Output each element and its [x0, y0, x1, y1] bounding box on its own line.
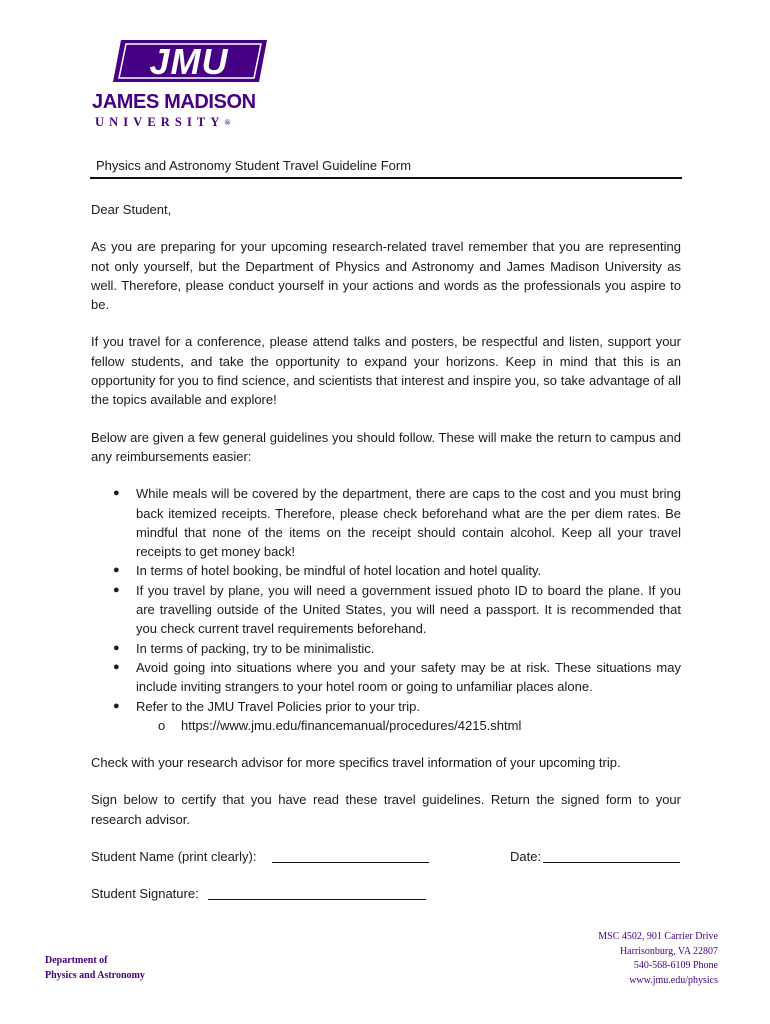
policy-link-item — [136, 716, 681, 735]
guideline-item: ● Avoid going into situations where you and your safety may be at risk. These situations may include inviting strangers to your hotel room or going to unfamiliar places alone. — [113, 659, 681, 695]
footer-dept-line2: Physics and Astronomy — [45, 970, 145, 981]
logo-university-text — [95, 115, 230, 130]
guideline-item: ● Refer to the JMU Travel Policies prior to your trip. o https://www.jmu.edu/financemanual/procedures/4215.shtml — [91, 697, 681, 736]
guideline-item: ● While meals will be covered by the department, there are caps to the cost and you must bring back itemized receipts. Therefore, please check beforehand what are the per diem rates. Be mindful that none of the items on the receipt should contain alcohol. Keep all your travel receipts to get money back! — [113, 486, 681, 560]
form-title: Physics and Astronomy Student Travel Guideline Form — [96, 158, 412, 173]
guidelines-list — [91, 484, 681, 735]
intro-paragraph: As you are preparing for your upcoming research-related travel remember that you are representing not only yourself, but the Department of Physics and Astronomy and James Madison University as well. Therefore, please conduct yourself in your actions and words as the professionals you aspire to be. — [91, 239, 681, 313]
footer-address — [598, 930, 718, 988]
footer-website-link[interactable]: www.jmu.edu/physics — [629, 974, 718, 986]
guideline-item: ● If you travel by plane, you will need a government issued photo ID to board the plane. If you are travelling outside of the United States, you will need a passport. It is recommended that you check current travel requirements beforehand. — [113, 582, 681, 637]
date-label: Date: — [510, 849, 542, 865]
guideline-item: ● In terms of packing, try to be minimalistic. — [91, 639, 681, 658]
name-date-row — [91, 847, 681, 866]
footer-address-line: Harrisonburg, VA 22807 — [619, 945, 718, 957]
title-divider — [90, 177, 682, 179]
bullet-icon: ● — [113, 583, 120, 596]
circle-bullet-icon: o — [158, 717, 166, 733]
registered-mark: ® — [224, 118, 231, 127]
policy-sublist — [136, 716, 681, 735]
jmu-badge-logo — [111, 38, 269, 84]
advisor-note: Check with your research advisor for more specifics travel information of your upcoming trip. — [91, 755, 621, 771]
policy-link[interactable]: https://www.jmu.edu/financemanual/procedures/4215.shtml — [181, 717, 522, 733]
footer-dept-line1: Department of — [45, 955, 108, 966]
bullet-icon: ● — [113, 487, 120, 500]
conference-paragraph: If you travel for a conference, please attend talks and posters, be respectful and listen, support your fellow students, and take the opportunity to expand your horizons. Keep in mind that this is an opportunity for you to find science, and scientists that interest and inspire you, so take advantage of all the topics available and explore! — [91, 334, 681, 408]
greeting: Dear Student, — [91, 202, 172, 217]
footer-phone: 540-568-6109 Phone — [633, 960, 718, 971]
signature-row — [91, 884, 681, 903]
bullet-icon: ● — [113, 564, 120, 577]
jmu-logo — [92, 38, 272, 134]
footer-address-line: MSC 4502, 901 Carrier Drive — [598, 931, 718, 942]
logo-name-text: JAMES MADISON — [92, 91, 256, 113]
guidelines-intro: Below are given a few general guidelines you should follow. These will make the return to campus and any reimbursements easier: — [91, 429, 681, 464]
guideline-item: ● In terms of hotel booking, be mindful of hotel location and hotel quality. — [91, 561, 681, 580]
signature-field[interactable] — [208, 899, 426, 900]
letter-body — [91, 200, 681, 921]
signature-label: Student Signature: — [91, 886, 199, 902]
jmu-badge-text: JMU — [149, 41, 229, 82]
footer-department — [45, 953, 145, 983]
logo-university-word: UNIVERSITY — [95, 115, 225, 129]
student-name-field[interactable] — [272, 862, 429, 863]
student-name-label: Student Name (print clearly): — [91, 849, 257, 865]
bullet-icon: ● — [113, 641, 120, 654]
bullet-icon: ● — [113, 699, 120, 712]
date-field[interactable] — [543, 862, 680, 863]
bullet-icon: ● — [113, 660, 120, 673]
certify-note: Sign below to certify that you have read these travel guidelines. Return the signed form to your research advisor. — [91, 792, 681, 827]
